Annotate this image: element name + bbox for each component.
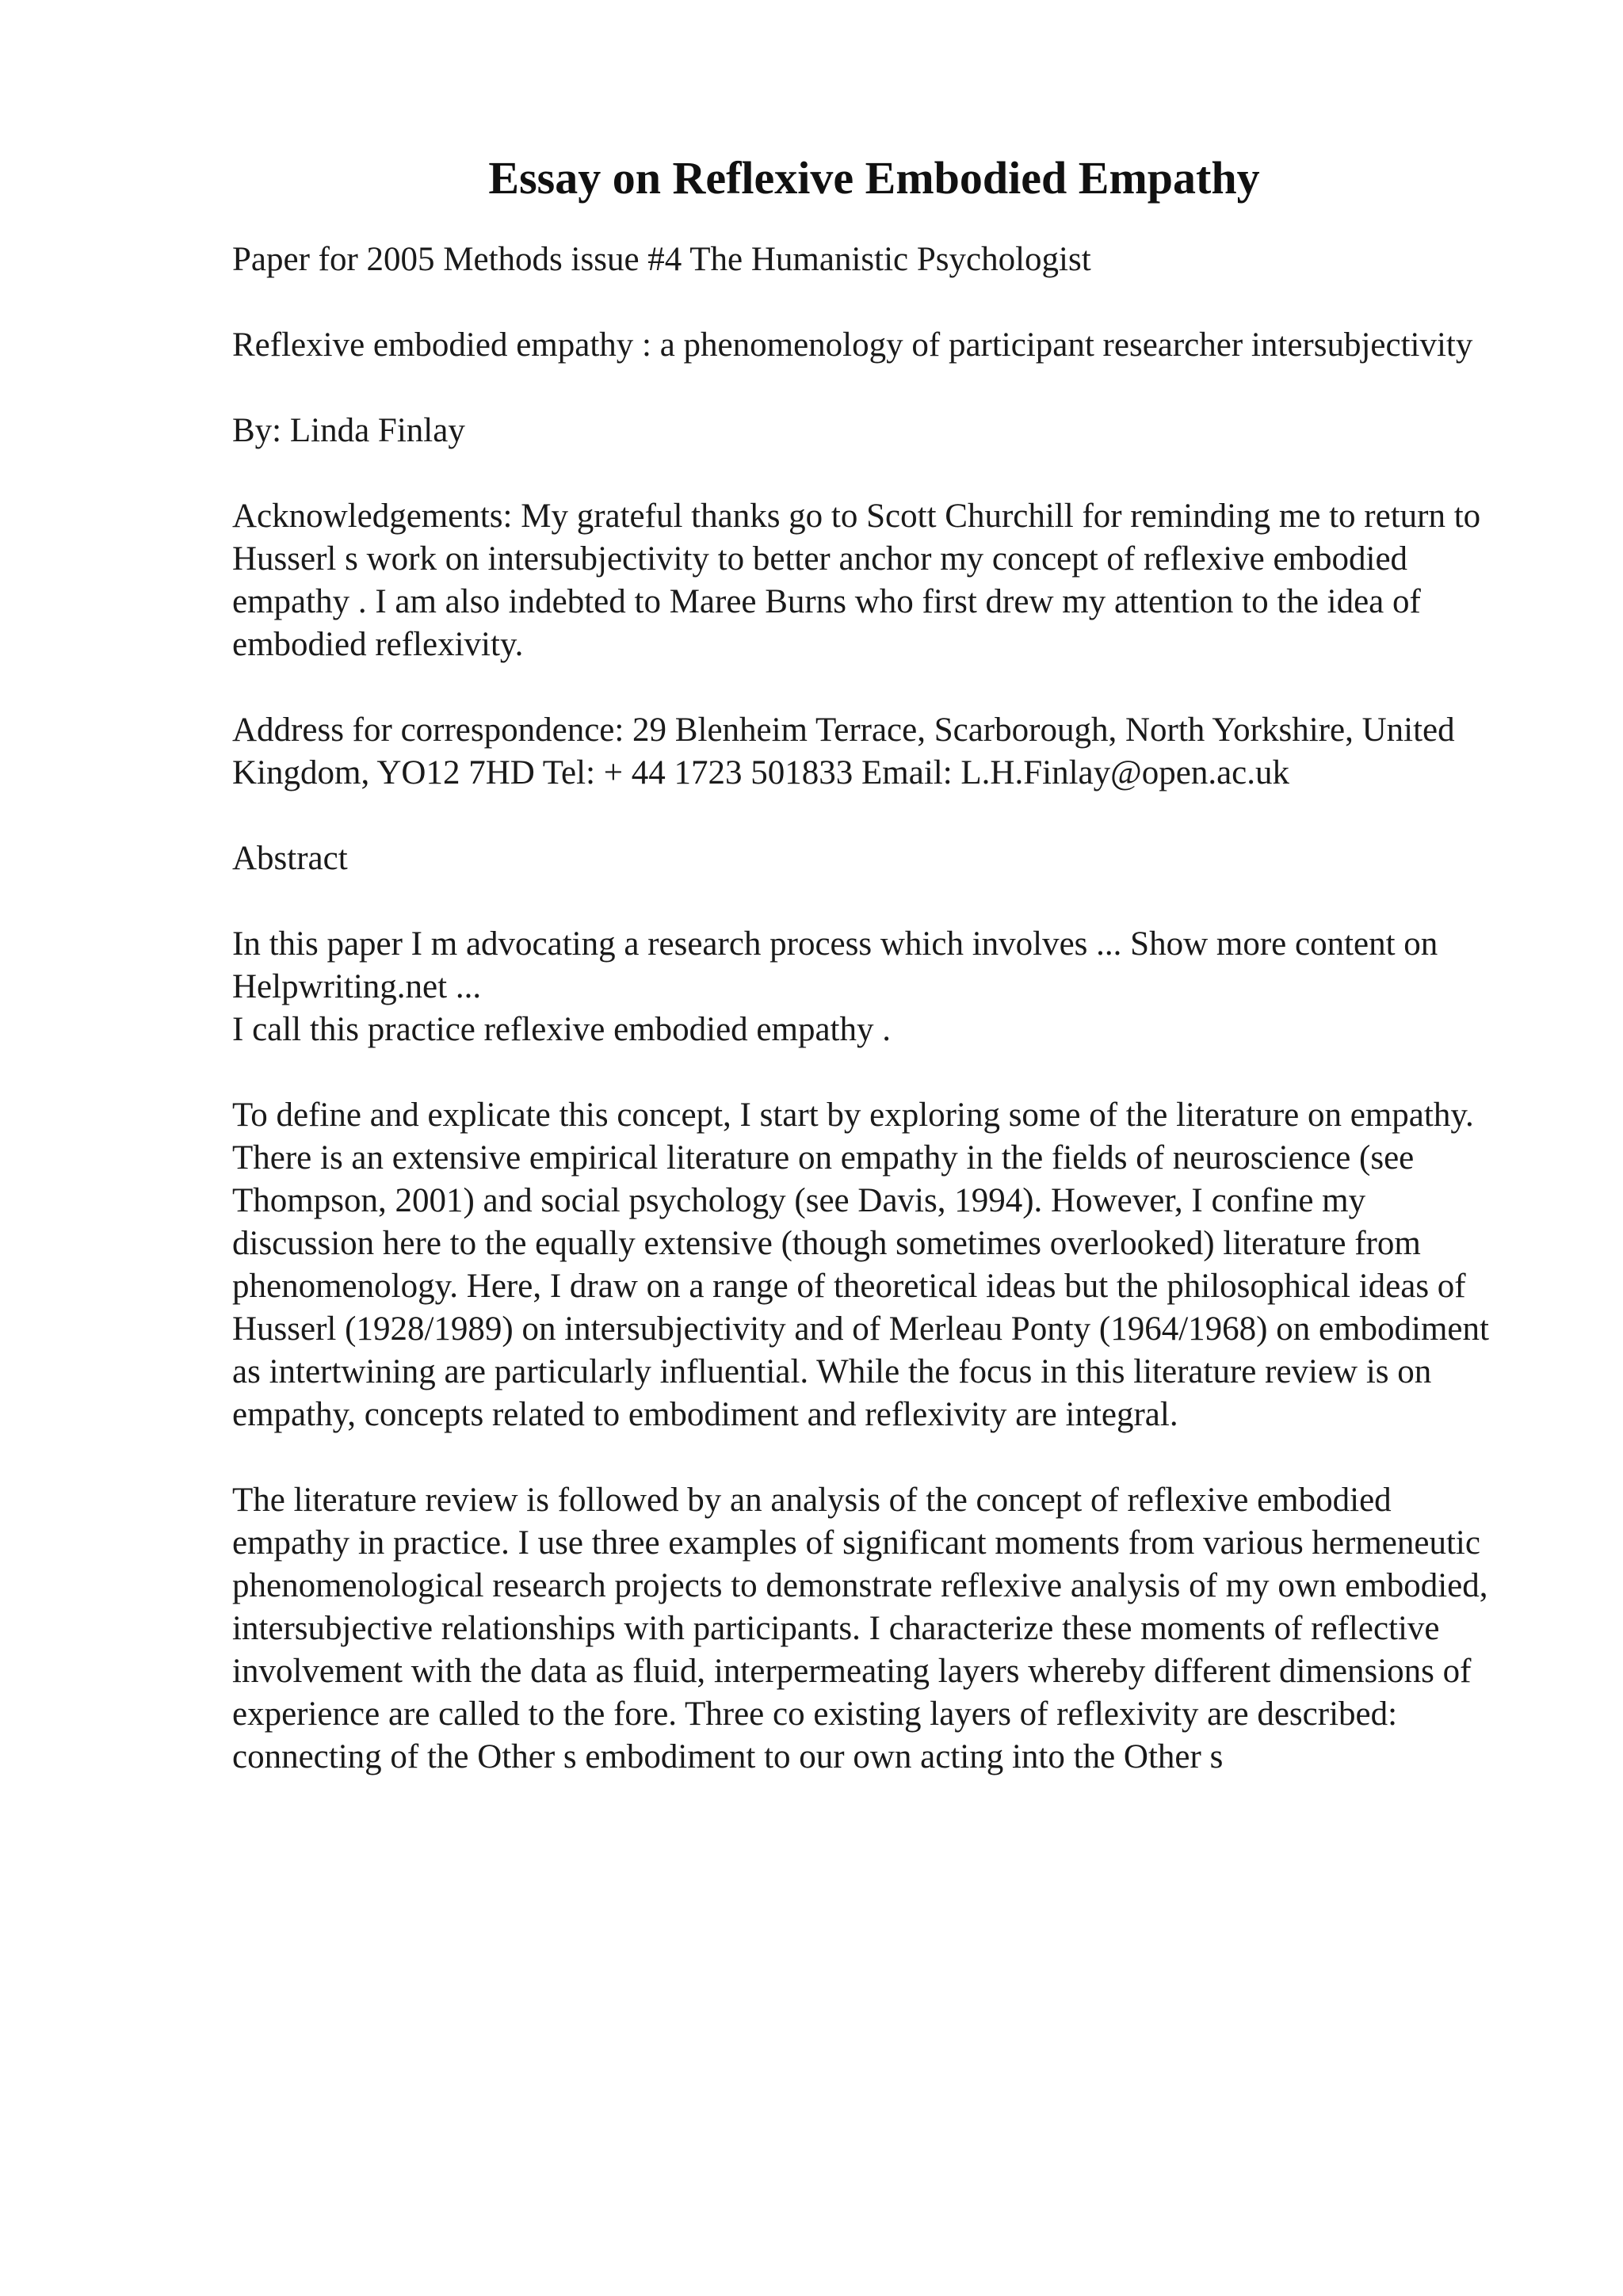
- literature-paragraph: To define and explicate this concept, I start by exploring some of the literature on empathy. There is an extensive empirical literature on empathy in the fields of neuroscience (see Thompson, 2001) and social psychology (see Davis, 1994). However, I confine my discussion here to the equally extensive (though sometimes overlooked) literature from phenomenology. Here, I draw on a range of theoretical ideas but the philosophical ideas of Husserl (1928/1989) on intersubjectivity and of Merleau Ponty (1964/1968) on embodiment as intertwining are particularly influential. While the focus in this literature review is on empathy, concepts related to embodiment and reflexivity are integral.: [232, 1097, 1489, 1433]
- document-subtitle: Reflexive embodied empathy : a phenomenology of participant researcher intersubjectivity: [232, 326, 1473, 364]
- document-title: Essay on Reflexive Embodied Empathy: [488, 152, 1260, 204]
- analysis-paragraph: The literature review is followed by an analysis of the concept of reflexive embodied empathy in practice. I use three examples of significant moments from various hermeneutic phenomenological research projects to demonstrate reflexive analysis of my own embodied, intersubjective relationships with participants. I characterize these moments of reflective involvement with the data as fluid, interpermeating layers whereby different dimensions of experience are called to the fore. Three co existing layers of reflexivity are described: connecting of the Other s embodiment to our own acting into the Other s: [232, 1482, 1488, 1775]
- abstract-intro-paragraph: In this paper I m advocating a research process which involves ... Show more content on Helpwriting.net ...: [232, 925, 1438, 1005]
- abstract-practice-line: I call this practice reflexive embodied empathy .: [232, 1011, 891, 1048]
- publication-line: Paper for 2005 Methods issue #4 The Humanistic Psychologist: [232, 241, 1091, 278]
- acknowledgements-paragraph: Acknowledgements: My grateful thanks go to Scott Churchill for reminding me to return to Husserl s work on intersubjectivity to better anchor my concept of reflexive embodied empathy . I am also indebted to Maree Burns who first drew my attention to the idea of embodied reflexivity.: [232, 498, 1481, 663]
- document-body: [232, 151, 1516, 1821]
- author-line: By: Linda Finlay: [232, 412, 465, 449]
- abstract-heading: Abstract: [232, 840, 348, 877]
- correspondence-address: Address for correspondence: 29 Blenheim Terrace, Scarborough, North Yorkshire, United Kingdom, YO12 7HD Tel: + 44 1723 501833 Email: L.H.Finlay@open.ac.uk: [232, 711, 1455, 791]
